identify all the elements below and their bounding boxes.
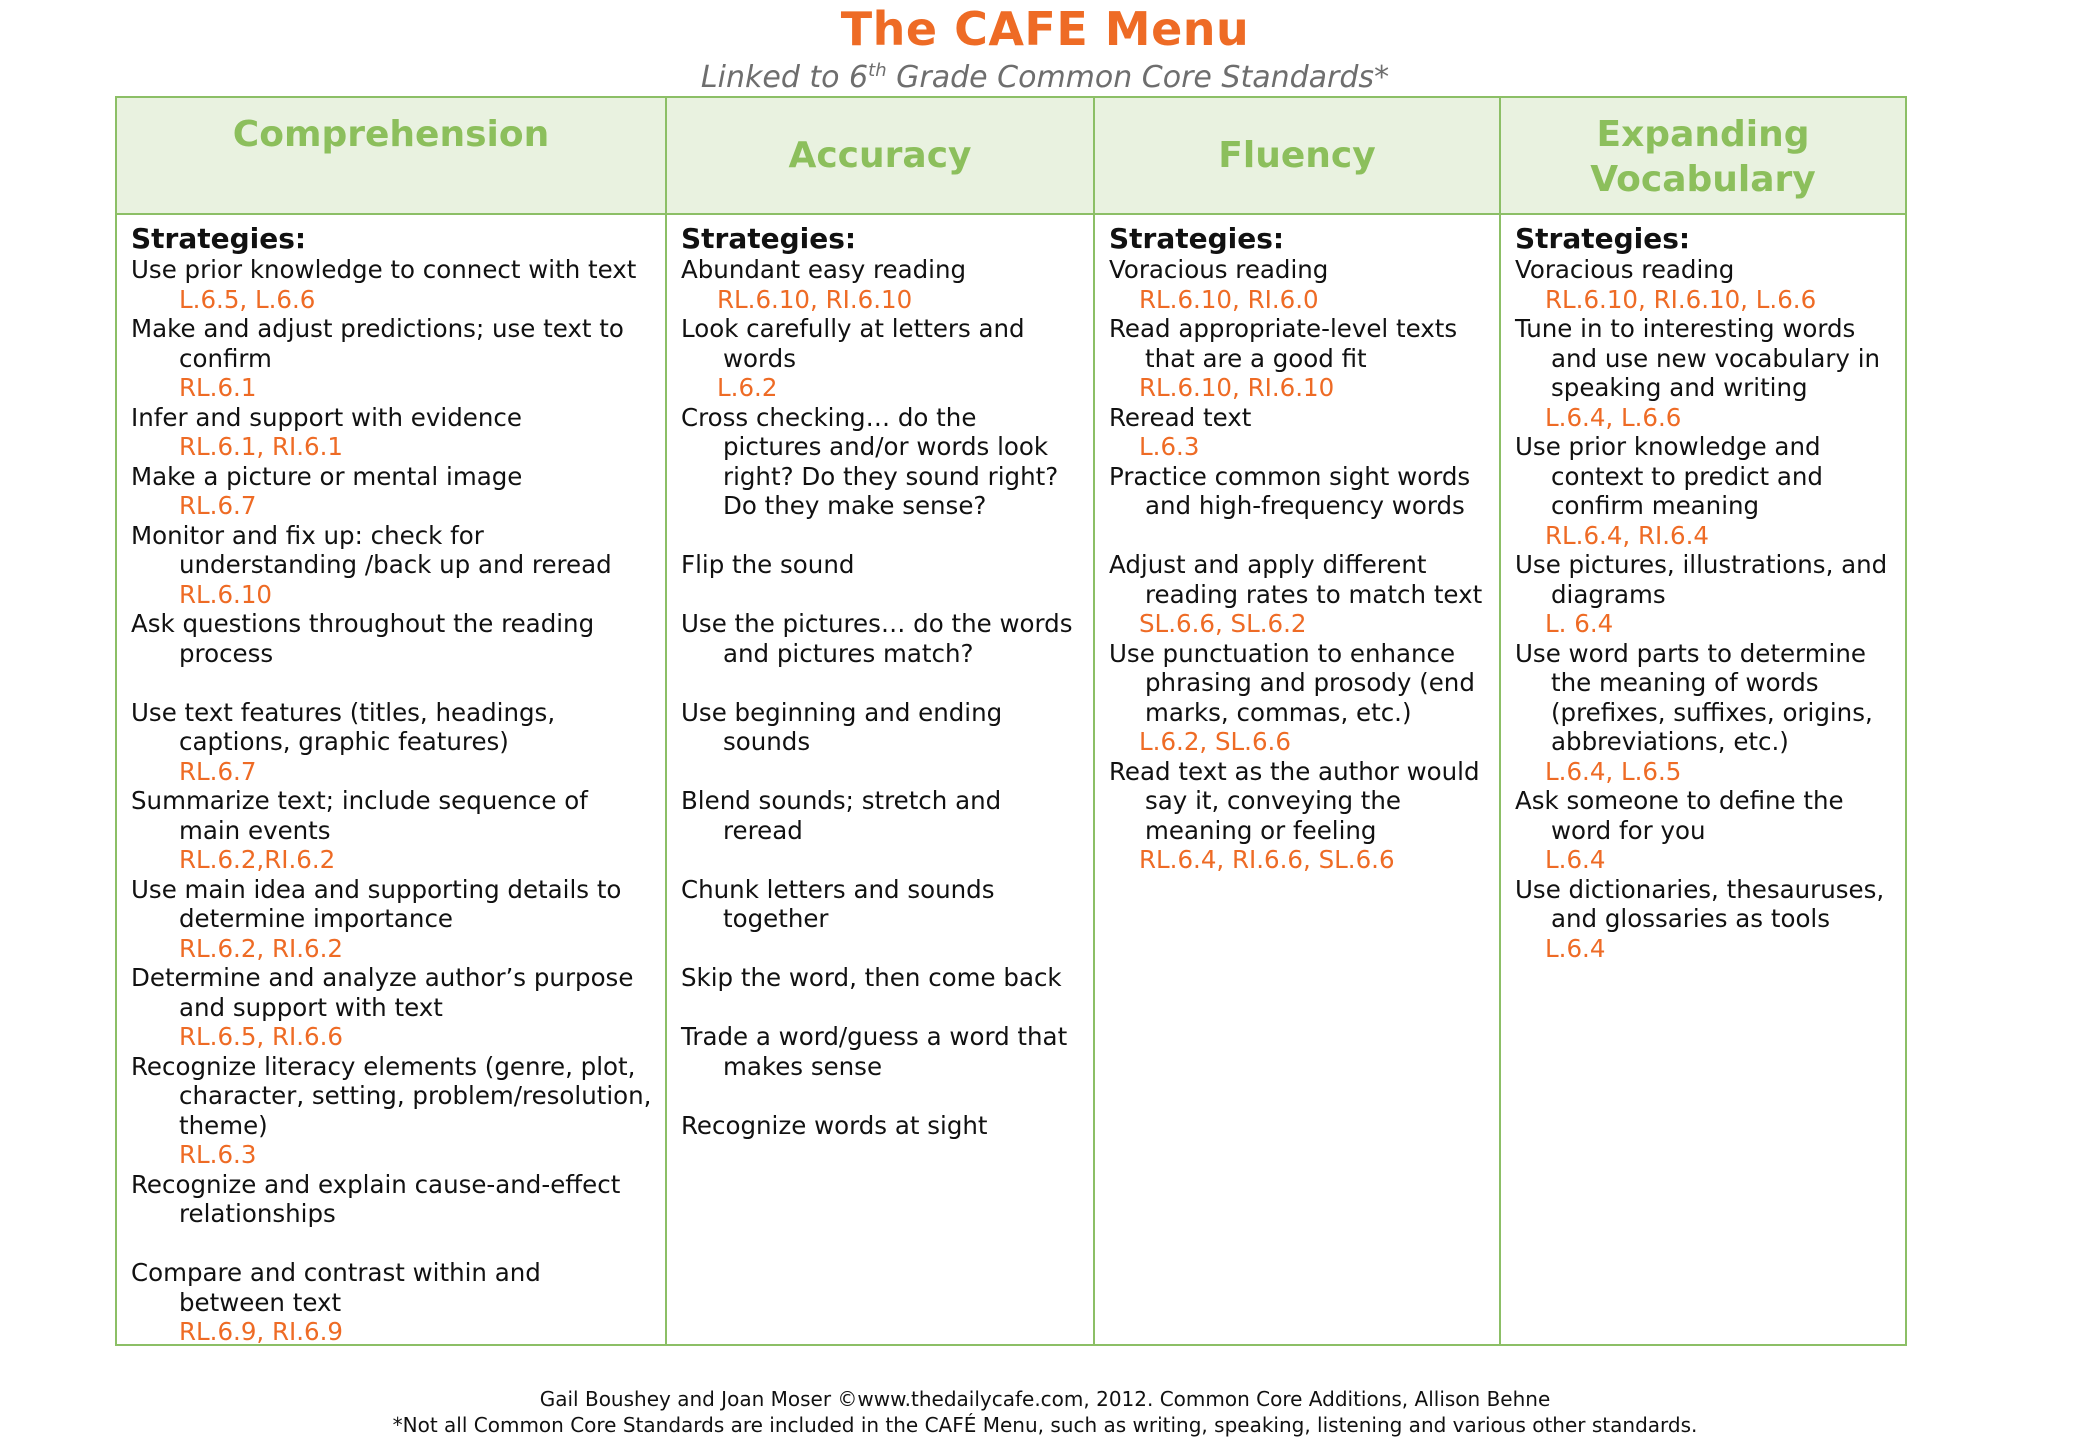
- column-body: [1501, 215, 1905, 963]
- standards-label: L.6.4: [1545, 845, 1606, 874]
- strategy-text: Recognize words at sight: [681, 1110, 988, 1140]
- strategy-item: [1515, 432, 1893, 550]
- standards-label: RL.6.9, RI.6.9: [179, 1317, 343, 1346]
- strategy-item: [131, 1052, 653, 1170]
- column-body: [667, 215, 1093, 1140]
- strategy-item: [681, 875, 1081, 934]
- strategy-item: [1515, 255, 1893, 314]
- standards-label: RL.6.10, RI.6.0: [1139, 284, 1319, 314]
- strategy-item: [131, 314, 653, 403]
- strategy-item: [1109, 639, 1487, 757]
- strategy-text: Look carefully at letters and words: [681, 314, 1025, 373]
- strategy-item: [131, 875, 653, 964]
- strategy-text: Use text features (titles, headings, captions, graphic features): [131, 697, 556, 756]
- strategy-item: [131, 255, 653, 314]
- strategy-text: Practice common sight words and high-frequency words: [1109, 461, 1471, 520]
- strategy-item: [1109, 550, 1487, 639]
- standards-label: L.6.4: [1545, 933, 1606, 963]
- strategy-text: Ask questions throughout the reading process: [131, 609, 595, 668]
- standards-label: L.6.2: [717, 373, 778, 402]
- footer-credit: Gail Boushey and Joan Moser ©www.thedailycafe.com, 2012. Common Core Additions, Allison Behne: [539, 1387, 1551, 1411]
- subtitle-prefix: Linked to 6: [700, 60, 869, 95]
- strategy-item: [131, 462, 653, 521]
- column-header: Expanding Vocabulary: [1501, 98, 1905, 215]
- column-comprehension: [117, 98, 665, 1344]
- strategy-text: Voracious reading: [1515, 255, 1735, 284]
- standards-label: L. 6.4: [1545, 609, 1614, 638]
- strategy-item: [681, 550, 1081, 580]
- strategy-item: [131, 698, 653, 787]
- strategy-text: Make a picture or mental image: [131, 461, 523, 491]
- standards-label: RL.6.7: [179, 491, 257, 520]
- strategy-text: Tune in to interesting words and use new vocabulary in speaking and writing: [1515, 314, 1881, 402]
- strategy-item: [1109, 314, 1487, 403]
- strategy-text: Use punctuation to enhance phrasing and prosody (end marks, commas, etc.): [1109, 638, 1475, 727]
- strategy-item: [681, 609, 1081, 668]
- standards-label: RL.6.4, RI.6.4: [1545, 520, 1709, 550]
- strategy-item: [681, 698, 1081, 757]
- column-fluency: [1093, 98, 1499, 1344]
- strategy-text: Use word parts to determine the meaning of words (prefixes, suffixes, origins, abbreviations, etc.): [1515, 638, 1873, 756]
- strategy-text: Recognize and explain cause-and-effect relationships: [131, 1169, 621, 1228]
- standards-label: RL.6.2, RI.6.2: [179, 933, 343, 963]
- strategy-text: Use dictionaries, thesauruses, and glossaries as tools: [1515, 874, 1885, 933]
- strategy-item: [681, 786, 1081, 845]
- footer-note: *Not all Common Core Standards are included in the CAFÉ Menu, such as writing, speaking, listening and various other standards.: [392, 1413, 1698, 1437]
- strategy-item: [681, 403, 1081, 521]
- strategy-text: Abundant easy reading: [681, 255, 967, 284]
- strategy-item: [131, 1170, 653, 1229]
- strategy-text: Cross checking… do the pictures and/or words look right? Do they sound right? Do they make sense?: [681, 402, 1059, 520]
- standards-label: RL.6.2,RI.6.2: [179, 845, 336, 874]
- strategy-item: [681, 1111, 1081, 1141]
- strategy-item: [131, 521, 653, 610]
- strategy-item: [1109, 255, 1487, 314]
- strategy-item: [1515, 639, 1893, 787]
- strategy-text: Chunk letters and sounds together: [681, 874, 995, 933]
- strategy-text: Ask someone to define the word for you: [1515, 786, 1844, 845]
- strategy-item: [681, 1022, 1081, 1081]
- strategy-item: [1515, 314, 1893, 432]
- strategies-label: Strategies:: [1515, 222, 1691, 255]
- standards-label: RL.6.10: [179, 579, 273, 609]
- column-body: [1095, 215, 1499, 875]
- strategy-item: [131, 403, 653, 462]
- strategy-text: Use pictures, illustrations, and diagrams: [1515, 550, 1888, 609]
- standards-label: L.6.5, L.6.6: [179, 284, 316, 314]
- strategy-text: Use prior knowledge to connect with text: [131, 255, 637, 284]
- strategy-item: [131, 1258, 653, 1347]
- standards-label: RL.6.1: [179, 373, 257, 402]
- standards-label: L.6.3: [1139, 432, 1200, 461]
- strategy-text: Flip the sound: [681, 550, 855, 579]
- standards-label: RL.6.1, RI.6.1: [179, 432, 343, 461]
- strategy-text: Use beginning and ending sounds: [681, 697, 1003, 756]
- cafe-table: [115, 96, 1907, 1346]
- column-body: [117, 215, 665, 1347]
- subtitle-suffix: Grade Common Core Standards*: [886, 60, 1390, 95]
- strategy-text: Skip the word, then come back: [681, 963, 1062, 992]
- column-accuracy: [665, 98, 1093, 1344]
- strategy-text: Trade a word/guess a word that makes sense: [681, 1022, 1068, 1081]
- strategy-text: Recognize literacy elements (genre, plot, character, setting, problem/resolution, theme): [131, 1051, 652, 1140]
- strategy-item: [1515, 875, 1893, 964]
- strategy-text: Use prior knowledge and context to predict and confirm meaning: [1515, 432, 1823, 520]
- strategy-text: Infer and support with evidence: [131, 402, 522, 432]
- strategy-text: Make and adjust predictions; use text to confirm: [131, 314, 624, 373]
- strategy-item: [681, 314, 1081, 403]
- standards-label: L.6.4, L.6.5: [1545, 756, 1682, 786]
- strategies-label: Strategies:: [681, 222, 857, 255]
- standards-label: RL.6.7: [179, 756, 257, 786]
- strategy-text: Read appropriate-level texts that are a good fit: [1109, 314, 1458, 373]
- page-title: The CAFE Menu: [840, 2, 1250, 56]
- page-subtitle: [0, 60, 2090, 95]
- strategy-item: [1109, 462, 1487, 521]
- strategy-text: Compare and contrast within and between text: [131, 1258, 541, 1317]
- strategy-item: [131, 609, 653, 668]
- strategy-item: [1515, 786, 1893, 875]
- strategy-text: Determine and analyze author’s purpose and support with text: [131, 963, 634, 1022]
- strategy-item: [681, 255, 1081, 314]
- strategy-item: [131, 963, 653, 1052]
- strategy-text: Use main idea and supporting details to determine importance: [131, 874, 622, 933]
- standards-label: SL.6.6, SL.6.2: [1139, 609, 1307, 638]
- standards-label: L.6.4, L.6.6: [1545, 402, 1682, 432]
- strategy-item: [681, 963, 1081, 993]
- strategy-text: Blend sounds; stretch and reread: [681, 786, 1002, 845]
- strategy-item: [1109, 403, 1487, 462]
- strategy-text: Voracious reading: [1109, 255, 1329, 284]
- standards-label: RL.6.3: [179, 1140, 257, 1169]
- column-header: Fluency: [1095, 98, 1499, 215]
- standards-label: RL.6.10, RI.6.10: [1139, 373, 1335, 402]
- standards-label: RL.6.10, RI.6.10, L.6.6: [1545, 284, 1817, 314]
- strategies-label: Strategies:: [131, 222, 307, 255]
- strategy-text: Use the pictures… do the words and pictures match?: [681, 609, 1073, 668]
- strategy-item: [1109, 757, 1487, 875]
- strategy-text: Monitor and fix up: check for understanding /back up and reread: [131, 520, 612, 579]
- strategy-item: [131, 786, 653, 875]
- column-header: Comprehension: [117, 98, 665, 215]
- column-header: Accuracy: [667, 98, 1093, 215]
- standards-label: RL.6.4, RI.6.6, SL.6.6: [1139, 845, 1395, 874]
- subtitle-superscript: th: [868, 60, 887, 81]
- strategies-label: Strategies:: [1109, 222, 1285, 255]
- standards-label: L.6.2, SL.6.6: [1139, 727, 1291, 756]
- strategy-item: [1515, 550, 1893, 639]
- strategy-text: Adjust and apply different reading rates to match text: [1109, 550, 1483, 609]
- strategy-text: Reread text: [1109, 402, 1252, 432]
- column-expanding-vocabulary: [1499, 98, 1905, 1344]
- strategy-text: Summarize text; include sequence of main events: [131, 786, 588, 845]
- strategy-text: Read text as the author would say it, conveying the meaning or feeling: [1109, 756, 1480, 845]
- standards-label: RL.6.10, RI.6.10: [717, 284, 913, 314]
- standards-label: RL.6.5, RI.6.6: [179, 1022, 343, 1051]
